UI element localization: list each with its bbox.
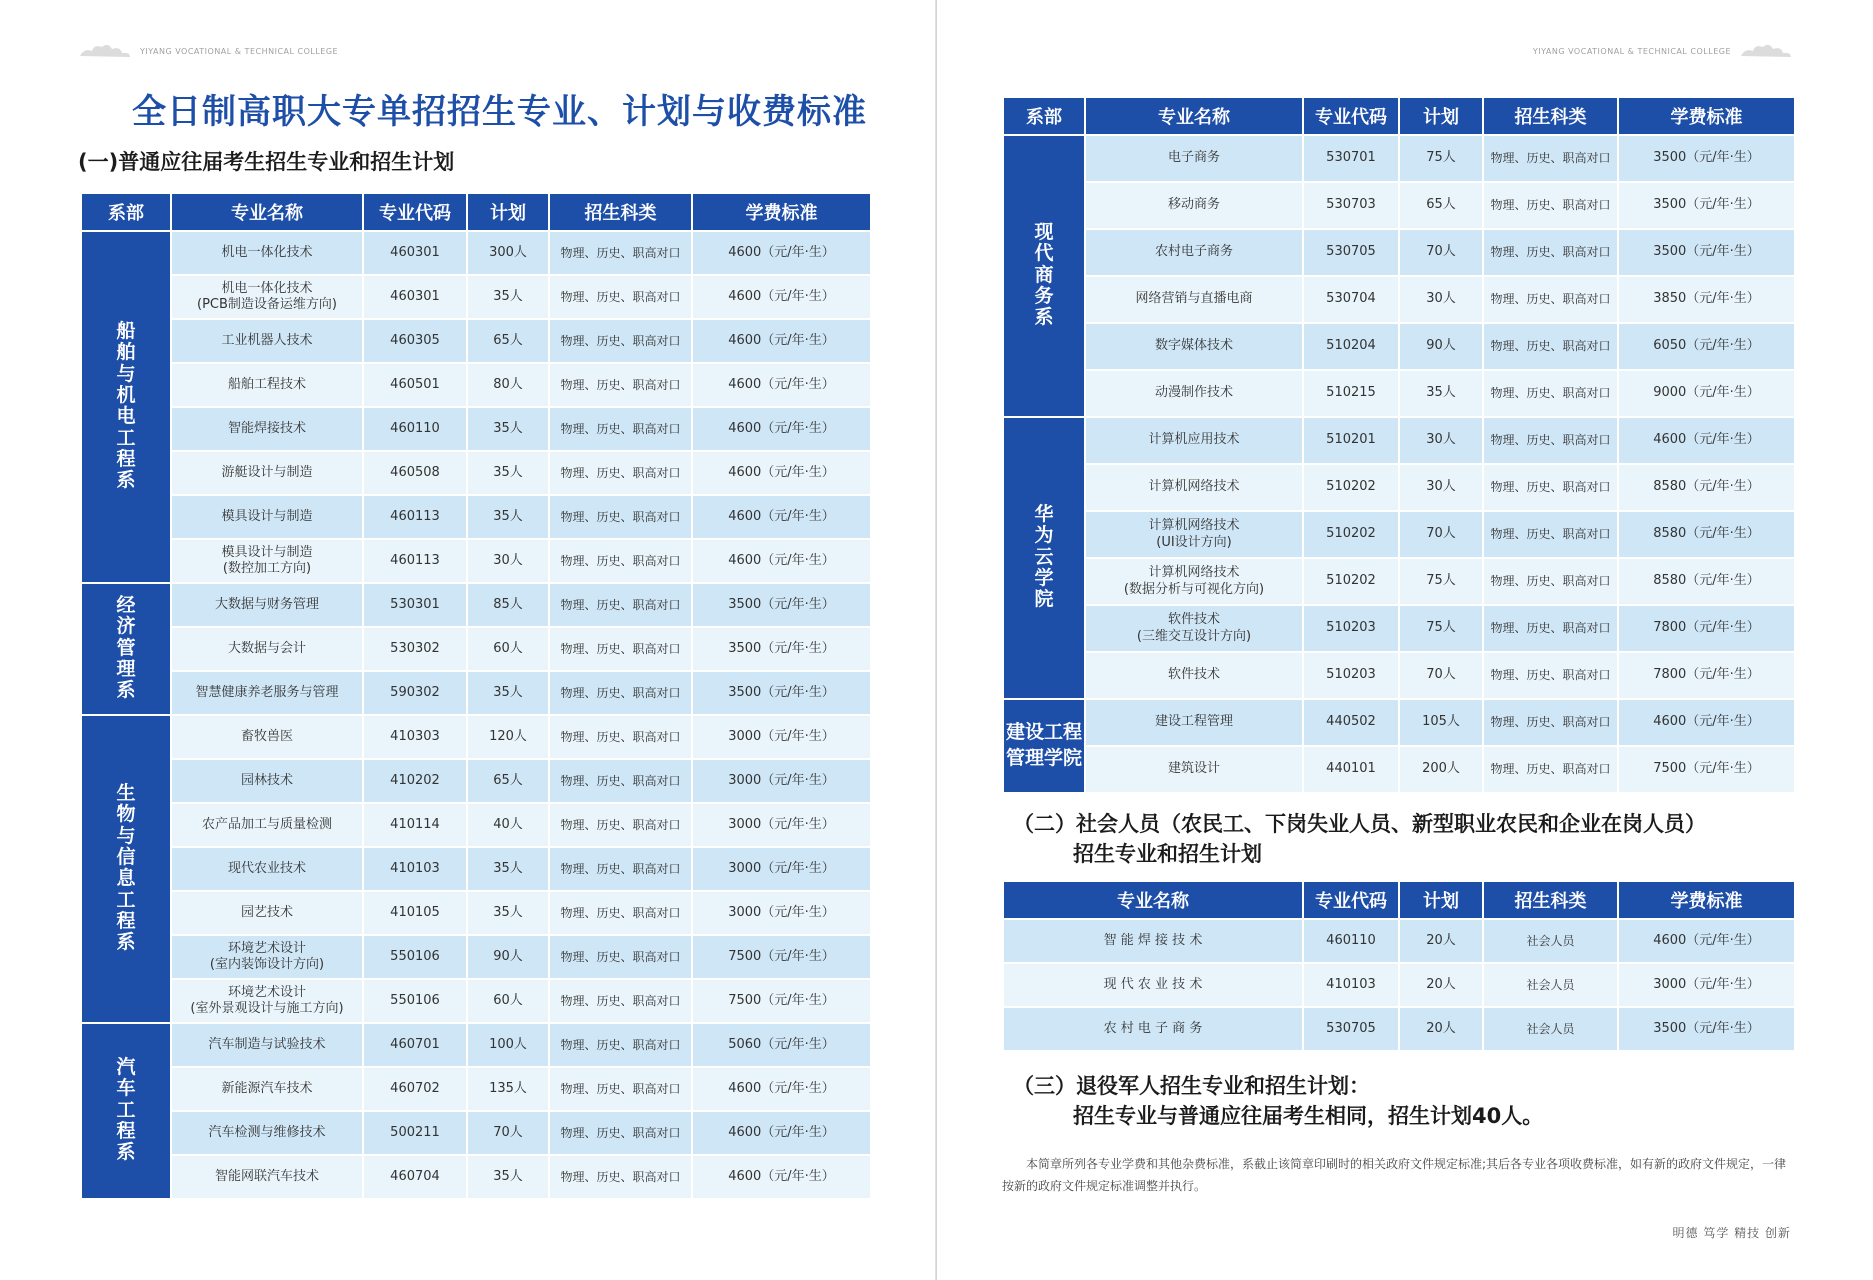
department-cell: [1003, 417, 1085, 699]
subject-cell: 物理、历史、职高对口: [549, 1067, 692, 1111]
major-name-cell: 游艇设计与制造: [171, 451, 363, 495]
tuition-cell: 9000（元/年·生）: [1618, 370, 1795, 417]
plan-cell: 20人: [1399, 919, 1483, 963]
major-name-cell: 动漫制作技术: [1085, 370, 1303, 417]
running-head-text: YIYANG VOCATIONAL & TECHNICAL COLLEGE: [1532, 46, 1731, 56]
major-name-cell: 园艺技术: [171, 891, 363, 935]
subject-cell: 物理、历史、职高对口: [549, 1111, 692, 1155]
subject-cell: 物理、历史、职高对口: [549, 451, 692, 495]
table-row: [1003, 276, 1795, 323]
tuition-cell: 7500（元/年·生）: [692, 979, 871, 1023]
plan-cell: 120人: [467, 715, 549, 759]
tuition-cell: 5060（元/年·生）: [692, 1023, 871, 1067]
tuition-cell: 3500（元/年·生）: [1618, 135, 1795, 182]
major-code-cell: 530705: [1303, 1007, 1399, 1051]
subject-cell: 物理、历史、职高对口: [549, 407, 692, 451]
tuition-cell: 4600（元/年·生）: [692, 275, 871, 319]
subject-cell: 物理、历史、职高对口: [549, 979, 692, 1023]
table-row: [1003, 963, 1795, 1007]
department-label: 汽车工程系: [116, 1056, 136, 1164]
major-name-cell: 汽车制造与试验技术: [171, 1023, 363, 1067]
major-code-cell: 440502: [1303, 699, 1399, 746]
plan-cell: 75人: [1399, 135, 1483, 182]
table-row: [81, 759, 871, 803]
major-code-cell: 550106: [363, 935, 467, 979]
table-row: [81, 363, 871, 407]
table-row: [1003, 229, 1795, 276]
tuition-cell: 4600（元/年·生）: [1618, 417, 1795, 464]
section3-body: 招生专业与普通应往届考生相同，招生计划40人。: [1073, 1104, 1544, 1128]
plan-cell: 35人: [467, 847, 549, 891]
major-code-cell: 460701: [363, 1023, 467, 1067]
major-code-cell: 440101: [1303, 746, 1399, 793]
plan-cell: 35人: [1399, 370, 1483, 417]
major-name-cell: 环境艺术设计 (室内装饰设计方向): [171, 935, 363, 979]
subject-cell: 物理、历史、职高对口: [1483, 746, 1618, 793]
tuition-cell: 4600（元/年·生）: [692, 539, 871, 583]
plan-cell: 65人: [1399, 182, 1483, 229]
tuition-cell: 3500（元/年·生）: [1618, 229, 1795, 276]
major-code-cell: 410303: [363, 715, 467, 759]
table-row: [81, 935, 871, 979]
major-code-cell: 550106: [363, 979, 467, 1023]
subject-cell: 物理、历史、职高对口: [1483, 652, 1618, 699]
major-code-cell: 530705: [1303, 229, 1399, 276]
major-code-cell: 460113: [363, 495, 467, 539]
subject-cell: 物理、历史、职高对口: [1483, 511, 1618, 558]
table-row: [81, 495, 871, 539]
department-label: 生物与信息工程系: [116, 782, 136, 954]
tuition-cell: 3000（元/年·生）: [692, 847, 871, 891]
tuition-cell: 6050（元/年·生）: [1618, 323, 1795, 370]
major-code-cell: 410103: [1303, 963, 1399, 1007]
plan-cell: 30人: [467, 539, 549, 583]
tuition-cell: 4600（元/年·生）: [692, 1155, 871, 1199]
tuition-cell: 7500（元/年·生）: [1618, 746, 1795, 793]
plan-cell: 35人: [467, 671, 549, 715]
table-row: [81, 319, 871, 363]
major-name-cell: 农 村 电 子 商 务: [1003, 1007, 1303, 1051]
table-row: [1003, 417, 1795, 464]
table-row: [81, 803, 871, 847]
subject-cell: 物理、历史、职高对口: [1483, 276, 1618, 323]
subject-cell: 社会人员: [1483, 963, 1618, 1007]
column-header: 专业名称: [1003, 881, 1303, 919]
table-row: [81, 1111, 871, 1155]
major-name-cell: 计算机网络技术 (数据分析与可视化方向): [1085, 558, 1303, 605]
table-row: [1003, 323, 1795, 370]
column-header: 专业代码: [1303, 881, 1399, 919]
social-enrollment-table: [1002, 880, 1796, 1052]
tuition-cell: 4600（元/年·生）: [1618, 919, 1795, 963]
plan-cell: 35人: [467, 451, 549, 495]
tuition-cell: 3000（元/年·生）: [692, 715, 871, 759]
plan-cell: 20人: [1399, 1007, 1483, 1051]
department-cell: [81, 715, 171, 1023]
plan-cell: 30人: [1399, 464, 1483, 511]
major-name-cell: 智 能 焊 接 技 术: [1003, 919, 1303, 963]
plan-cell: 60人: [467, 979, 549, 1023]
major-name-cell: 移动商务: [1085, 182, 1303, 229]
department-cell: [1003, 699, 1085, 793]
plan-cell: 65人: [467, 319, 549, 363]
plan-cell: 300人: [467, 231, 549, 275]
tuition-cell: 3000（元/年·生）: [692, 759, 871, 803]
department-label: 经济管理系: [116, 594, 136, 702]
subject-cell: 物理、历史、职高对口: [549, 671, 692, 715]
table-row: [1003, 182, 1795, 229]
section2-title-line1: （二）社会人员（农民工、下岗失业人员、新型职业农民和企业在岗人员）: [1013, 812, 1706, 836]
tuition-cell: 3500（元/年·生）: [1618, 1007, 1795, 1051]
plan-cell: 100人: [467, 1023, 549, 1067]
table-header-row: [1003, 881, 1795, 919]
tuition-cell: 7800（元/年·生）: [1618, 605, 1795, 652]
subject-cell: 物理、历史、职高对口: [1483, 182, 1618, 229]
major-name-cell: 电子商务: [1085, 135, 1303, 182]
table-header-row: [81, 193, 871, 231]
column-header: 计划: [1399, 881, 1483, 919]
major-name-cell: 智慧健康养老服务与管理: [171, 671, 363, 715]
table-row: [81, 407, 871, 451]
enrollment-table-left: [80, 192, 872, 1200]
major-name-cell: 农村电子商务: [1085, 229, 1303, 276]
major-name-cell: 智能焊接技术: [171, 407, 363, 451]
major-code-cell: 460113: [363, 539, 467, 583]
major-name-cell: 新能源汽车技术: [171, 1067, 363, 1111]
department-cell: [81, 1023, 171, 1199]
column-header: 招生科类: [549, 193, 692, 231]
subject-cell: 物理、历史、职高对口: [1483, 229, 1618, 276]
table-row: [1003, 652, 1795, 699]
table-row: [81, 231, 871, 275]
subject-cell: 物理、历史、职高对口: [549, 759, 692, 803]
running-head-text: YIYANG VOCATIONAL & TECHNICAL COLLEGE: [140, 46, 339, 56]
major-code-cell: 590302: [363, 671, 467, 715]
plan-cell: 30人: [1399, 276, 1483, 323]
table-row: [81, 539, 871, 583]
subject-cell: 物理、历史、职高对口: [549, 715, 692, 759]
column-header: 招生科类: [1483, 881, 1618, 919]
department-cell: [1003, 135, 1085, 417]
major-name-cell: 计算机应用技术: [1085, 417, 1303, 464]
major-name-cell: 数字媒体技术: [1085, 323, 1303, 370]
running-head-right: [1533, 42, 1793, 60]
major-name-cell: 船舶工程技术: [171, 363, 363, 407]
column-header: 学费标准: [1618, 881, 1795, 919]
major-code-cell: 460110: [1303, 919, 1399, 963]
column-header: 专业名称: [1085, 97, 1303, 135]
column-header: 招生科类: [1483, 97, 1618, 135]
subject-cell: 物理、历史、职高对口: [549, 275, 692, 319]
major-code-cell: 460702: [363, 1067, 467, 1111]
major-code-cell: 510202: [1303, 464, 1399, 511]
running-head-left: [78, 42, 338, 60]
column-header: 系部: [81, 193, 171, 231]
major-name-cell: 畜牧兽医: [171, 715, 363, 759]
major-code-cell: 460301: [363, 275, 467, 319]
major-name-cell: 机电一体化技术 (PCB制造设备运维方向): [171, 275, 363, 319]
major-code-cell: 460508: [363, 451, 467, 495]
table-row: [81, 715, 871, 759]
subject-cell: 社会人员: [1483, 1007, 1618, 1051]
department-label: 建设工程 管理学院: [1006, 721, 1083, 769]
tuition-cell: 8580（元/年·生）: [1618, 464, 1795, 511]
column-header: 系部: [1003, 97, 1085, 135]
major-code-cell: 460704: [363, 1155, 467, 1199]
cloud-ornament-icon: [1739, 42, 1793, 60]
column-header: 学费标准: [1618, 97, 1795, 135]
table-row: [1003, 511, 1795, 558]
fee-note: 本简章所列各专业学费和其他杂费标准，系截止该简章印刷时的相关政府文件规定标准;其后各专业各项收费标准，如有新的政府文件规定，一律按新的政府文件规定标准调整并执行。: [1002, 1157, 1787, 1193]
tuition-cell: 7800（元/年·生）: [1618, 652, 1795, 699]
plan-cell: 90人: [467, 935, 549, 979]
subject-cell: 物理、历史、职高对口: [1483, 370, 1618, 417]
major-code-cell: 510202: [1303, 558, 1399, 605]
major-code-cell: 510203: [1303, 605, 1399, 652]
plan-cell: 80人: [467, 363, 549, 407]
column-header: 专业代码: [1303, 97, 1399, 135]
table-row: [81, 847, 871, 891]
table-row: [81, 671, 871, 715]
tuition-cell: 8580（元/年·生）: [1618, 558, 1795, 605]
table-row: [81, 1155, 871, 1199]
major-code-cell: 510202: [1303, 511, 1399, 558]
table-row: [81, 451, 871, 495]
table-row: [81, 627, 871, 671]
plan-cell: 40人: [467, 803, 549, 847]
tuition-cell: 4600（元/年·生）: [692, 363, 871, 407]
plan-cell: 75人: [1399, 605, 1483, 652]
department-label: 华为云学院: [1034, 503, 1054, 611]
subject-cell: 物理、历史、职高对口: [549, 363, 692, 407]
column-header: 计划: [467, 193, 549, 231]
plan-cell: 85人: [467, 583, 549, 627]
page-title: 全日制高职大专单招招生专业、计划与收费标准: [132, 92, 867, 132]
subject-cell: 物理、历史、职高对口: [549, 319, 692, 363]
table-row: [1003, 135, 1795, 182]
major-name-cell: 计算机网络技术 (UI设计方向): [1085, 511, 1303, 558]
major-name-cell: 模具设计与制造 (数控加工方向): [171, 539, 363, 583]
table-row: [1003, 699, 1795, 746]
major-code-cell: 510203: [1303, 652, 1399, 699]
major-name-cell: 环境艺术设计 (室外景观设计与施工方向): [171, 979, 363, 1023]
subject-cell: 社会人员: [1483, 919, 1618, 963]
major-code-cell: 510215: [1303, 370, 1399, 417]
tuition-cell: 4600（元/年·生）: [1618, 699, 1795, 746]
table-row: [1003, 919, 1795, 963]
department-cell: [81, 231, 171, 583]
major-code-cell: 410202: [363, 759, 467, 803]
plan-cell: 35人: [467, 275, 549, 319]
subject-cell: 物理、历史、职高对口: [549, 1023, 692, 1067]
plan-cell: 35人: [467, 891, 549, 935]
major-name-cell: 网络营销与直播电商: [1085, 276, 1303, 323]
subject-cell: 物理、历史、职高对口: [1483, 417, 1618, 464]
department-label: 船舶与机电工程系: [116, 320, 136, 492]
major-name-cell: 计算机网络技术: [1085, 464, 1303, 511]
major-name-cell: 大数据与财务管理: [171, 583, 363, 627]
section2-title-line2: 招生专业和招生计划: [1073, 842, 1262, 866]
column-header: 专业名称: [171, 193, 363, 231]
tuition-cell: 3500（元/年·生）: [1618, 182, 1795, 229]
subject-cell: 物理、历史、职高对口: [549, 539, 692, 583]
plan-cell: 70人: [1399, 229, 1483, 276]
plan-cell: 35人: [467, 407, 549, 451]
major-code-cell: 530302: [363, 627, 467, 671]
enrollment-table-right: [1002, 96, 1796, 794]
section1-title: (一)普通应往届考生招生专业和招生计划: [78, 150, 455, 174]
plan-cell: 70人: [1399, 652, 1483, 699]
tuition-cell: 3000（元/年·生）: [692, 891, 871, 935]
tuition-cell: 4600（元/年·生）: [692, 1067, 871, 1111]
subject-cell: 物理、历史、职高对口: [549, 803, 692, 847]
table-row: [1003, 370, 1795, 417]
college-motto: 明德 笃学 精技 创新: [1672, 1226, 1791, 1240]
major-name-cell: 农产品加工与质量检测: [171, 803, 363, 847]
tuition-cell: 4600（元/年·生）: [692, 495, 871, 539]
subject-cell: 物理、历史、职高对口: [1483, 605, 1618, 652]
tuition-cell: 4600（元/年·生）: [692, 231, 871, 275]
major-code-cell: 510201: [1303, 417, 1399, 464]
tuition-cell: 4600（元/年·生）: [692, 319, 871, 363]
major-code-cell: 460301: [363, 231, 467, 275]
major-name-cell: 智能网联汽车技术: [171, 1155, 363, 1199]
major-name-cell: 建设工程管理: [1085, 699, 1303, 746]
plan-cell: 90人: [1399, 323, 1483, 370]
major-code-cell: 530703: [1303, 182, 1399, 229]
major-code-cell: 460501: [363, 363, 467, 407]
table-row: [81, 1067, 871, 1111]
table-row: [1003, 558, 1795, 605]
major-code-cell: 530701: [1303, 135, 1399, 182]
plan-cell: 200人: [1399, 746, 1483, 793]
tuition-cell: 3850（元/年·生）: [1618, 276, 1795, 323]
subject-cell: 物理、历史、职高对口: [549, 1155, 692, 1199]
table-row: [81, 583, 871, 627]
tuition-cell: 7500（元/年·生）: [692, 935, 871, 979]
major-name-cell: 机电一体化技术: [171, 231, 363, 275]
major-name-cell: 现代农业技术: [171, 847, 363, 891]
subject-cell: 物理、历史、职高对口: [549, 495, 692, 539]
column-header: 学费标准: [692, 193, 871, 231]
subject-cell: 物理、历史、职高对口: [1483, 558, 1618, 605]
table-row: [1003, 605, 1795, 652]
table-row: [81, 979, 871, 1023]
major-name-cell: 园林技术: [171, 759, 363, 803]
tuition-cell: 3000（元/年·生）: [692, 803, 871, 847]
major-code-cell: 460110: [363, 407, 467, 451]
major-name-cell: 软件技术 (三维交互设计方向): [1085, 605, 1303, 652]
plan-cell: 30人: [1399, 417, 1483, 464]
subject-cell: 物理、历史、职高对口: [1483, 464, 1618, 511]
plan-cell: 20人: [1399, 963, 1483, 1007]
major-code-cell: 500211: [363, 1111, 467, 1155]
table-row: [1003, 1007, 1795, 1051]
subject-cell: 物理、历史、职高对口: [1483, 135, 1618, 182]
section3-title: （三）退役军人招生专业和招生计划：: [1013, 1074, 1370, 1098]
cloud-ornament-icon: [78, 42, 132, 60]
table-header-row: [1003, 97, 1795, 135]
plan-cell: 35人: [467, 1155, 549, 1199]
plan-cell: 35人: [467, 495, 549, 539]
major-code-cell: 460305: [363, 319, 467, 363]
plan-cell: 70人: [467, 1111, 549, 1155]
department-label: 现代商务系: [1034, 221, 1054, 329]
table-row: [81, 891, 871, 935]
subject-cell: 物理、历史、职高对口: [1483, 699, 1618, 746]
subject-cell: 物理、历史、职高对口: [549, 231, 692, 275]
subject-cell: 物理、历史、职高对口: [549, 891, 692, 935]
major-code-cell: 410103: [363, 847, 467, 891]
plan-cell: 105人: [1399, 699, 1483, 746]
column-header: 专业代码: [363, 193, 467, 231]
plan-cell: 135人: [467, 1067, 549, 1111]
subject-cell: 物理、历史、职高对口: [549, 627, 692, 671]
table-row: [1003, 746, 1795, 793]
major-code-cell: 530704: [1303, 276, 1399, 323]
tuition-cell: 4600（元/年·生）: [692, 451, 871, 495]
column-header: 计划: [1399, 97, 1483, 135]
department-cell: [81, 583, 171, 715]
table-row: [1003, 464, 1795, 511]
table-row: [81, 1023, 871, 1067]
plan-cell: 65人: [467, 759, 549, 803]
major-code-cell: 410105: [363, 891, 467, 935]
major-name-cell: 软件技术: [1085, 652, 1303, 699]
tuition-cell: 3000（元/年·生）: [1618, 963, 1795, 1007]
plan-cell: 75人: [1399, 558, 1483, 605]
major-code-cell: 410114: [363, 803, 467, 847]
plan-cell: 60人: [467, 627, 549, 671]
subject-cell: 物理、历史、职高对口: [549, 847, 692, 891]
major-code-cell: 530301: [363, 583, 467, 627]
major-name-cell: 现 代 农 业 技 术: [1003, 963, 1303, 1007]
plan-cell: 70人: [1399, 511, 1483, 558]
tuition-cell: 8580（元/年·生）: [1618, 511, 1795, 558]
major-name-cell: 汽车检测与维修技术: [171, 1111, 363, 1155]
major-name-cell: 工业机器人技术: [171, 319, 363, 363]
tuition-cell: 3500（元/年·生）: [692, 627, 871, 671]
tuition-cell: 4600（元/年·生）: [692, 1111, 871, 1155]
major-name-cell: 模具设计与制造: [171, 495, 363, 539]
subject-cell: 物理、历史、职高对口: [549, 583, 692, 627]
tuition-cell: 3500（元/年·生）: [692, 583, 871, 627]
tuition-cell: 3500（元/年·生）: [692, 671, 871, 715]
subject-cell: 物理、历史、职高对口: [549, 935, 692, 979]
major-name-cell: 大数据与会计: [171, 627, 363, 671]
tuition-cell: 4600（元/年·生）: [692, 407, 871, 451]
table-row: [81, 275, 871, 319]
major-code-cell: 510204: [1303, 323, 1399, 370]
major-name-cell: 建筑设计: [1085, 746, 1303, 793]
subject-cell: 物理、历史、职高对口: [1483, 323, 1618, 370]
